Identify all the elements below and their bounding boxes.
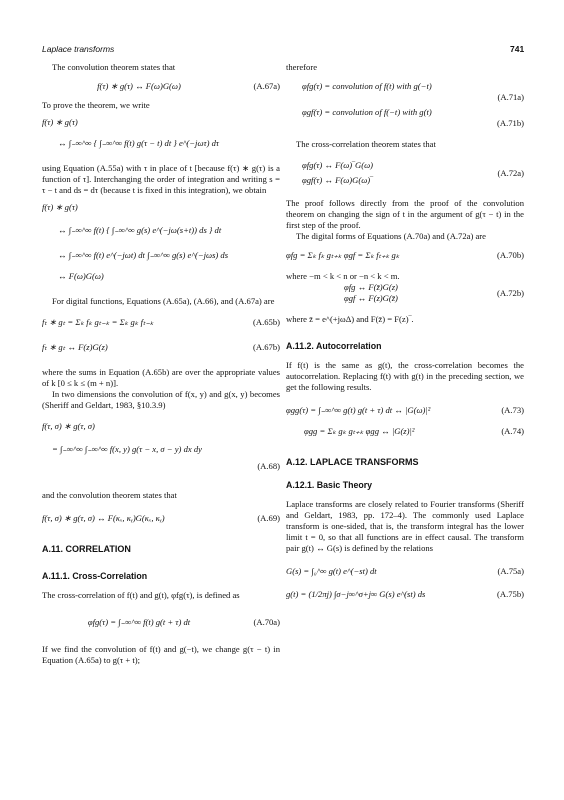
paragraph: The cross-correlation theorem states that (296, 139, 436, 149)
paragraph: In two dimensions the convolution of f(x, y) and g(x, y) becomes (Sheriff and Geldart, 1983, §10.3.9) (42, 389, 280, 410)
paragraph: If f(t) is the same as g(t), the cross-correlation becomes the autocorrelation. Replacing f(t) with g(t) in the preceding section, we get the following results. (286, 360, 524, 392)
equation: fₜ ∗ gₜ = Σₖ fₖ gₜ₋ₖ = Σₖ gₖ fₜ₋ₖ (A.65b) (42, 317, 280, 327)
equation: ↔ ∫₋∞^∞ f(t) e^(−jωt) dt ∫₋∞^∞ g(s) e^(−jωs) ds (58, 250, 229, 260)
paragraph: If we find the convolution of f(t) and g(−t), we change g(τ − t) in Equation (A.65a) to g(τ + t); (42, 644, 280, 665)
subsection-heading: A.11.2. Autocorrelation (286, 341, 382, 351)
equation-number: (A.68) (257, 461, 280, 471)
paragraph: therefore (286, 62, 318, 72)
paragraph: and the convolution theorem states that (42, 490, 177, 500)
left-column (42, 62, 280, 666)
paragraph: The digital forms of Equations (A.70a) and (A.72a) are (296, 231, 486, 241)
equation: φgg = Σₖ gₖ gₜ₊ₖ φgg ↔ |G(z)|² (A.74) (304, 426, 524, 436)
equation: φgf ↔ F(z)G(z̄) (344, 293, 398, 303)
paragraph: Laplace transforms are closely related to Fourier transforms (Sheriff and Geldart, 1983, pp. 172–4). The commonly used Laplace transform is one-sided, that is, the transform integral has the lower limit t = 0, so that all functions are in effect causal. The transform pair g(t) ↔ G(s) is defined by the relations (286, 499, 524, 553)
equation: f(τ, σ) ∗ g(τ, σ) (42, 421, 95, 431)
section-heading: A.11. CORRELATION (42, 544, 131, 554)
equation-number: (A.71b) (497, 118, 524, 128)
paragraph: where the sums in Equation (A.65b) are over the appropriate values of k [0 ≤ k ≤ (m + n)]. (42, 367, 280, 388)
equation-group (286, 282, 524, 304)
subsection-heading: A.11.1. Cross-Correlation (42, 571, 148, 581)
equation: g(t) = (1/2πj) ∫σ−j∞^σ+j∞ G(s) e^(st) ds (A.75b) (286, 589, 524, 599)
equation: f(τ) ∗ g(τ) (42, 202, 78, 212)
paragraph: The proof follows directly from the proof of the convolution theorem on changing the sign of t in the argument of g(τ − t) in the first step of the proof. (286, 198, 524, 230)
section-heading: A.12. LAPLACE TRANSFORMS (286, 457, 419, 467)
subsection-heading: A.12.1. Basic Theory (286, 480, 373, 490)
paragraph: The cross-correlation of f(t) and g(t), φfg(τ), is defined as (42, 590, 240, 600)
paragraph: The convolution theorem states that (52, 62, 176, 72)
equation: ↔ ∫₋∞^∞ { ∫₋∞^∞ f(t) g(τ − t) dt } e^(−jωτ) dτ (58, 138, 219, 148)
equation: fₜ ∗ gₜ ↔ F(z)G(z) (A.67b) (42, 342, 280, 352)
equation-number: (A.72b) (497, 287, 524, 298)
equation-number: (A.72a) (497, 167, 524, 178)
equation: φgg(τ) = ∫₋∞^∞ g(t) g(t + τ) dt ↔ |G(ω)|² (A.73) (286, 405, 524, 415)
paragraph: where −m < k < n or −n < k < m. (286, 271, 400, 281)
equation: φfg ↔ F(z̄)G(z) (344, 282, 398, 292)
equation-group (286, 160, 524, 186)
equation: f(τ, σ) ∗ g(τ, σ) ↔ F(κₓ, κᵧ)G(κₓ, κᵧ) (A.69) (42, 513, 280, 523)
equation-number: (A.71a) (497, 92, 524, 102)
equation: ↔ ∫₋∞^∞ f(t) { ∫₋∞^∞ g(s) e^(−jω(s+t)) ds } dt (58, 225, 222, 235)
equation: φfg = Σₖ fₖ gₜ₊ₖ φgf = Σₖ fₜ₊ₖ gₖ (A.70b) (286, 250, 524, 260)
running-header: Laplace transforms (42, 44, 115, 54)
right-column (286, 62, 524, 600)
paragraph: using Equation (A.55a) with τ in place of t [because f(τ) ∗ g(τ) is a function of τ]. Interchanging the order of integration and writing s = τ − t and ds = dτ (because t is fixed in this integration), we obtain (42, 163, 280, 195)
equation: f(τ) ∗ g(τ) (42, 117, 78, 127)
equation: f(τ) ∗ g(τ) ↔ F(ω)G(ω) (A.67a) (97, 81, 280, 91)
equation: = ∫₋∞^∞ ∫₋∞^∞ f(x, y) g(τ − x, σ − y) dx dy (52, 444, 202, 454)
equation: φgf(τ) = convolution of f(−t) with g(t) (302, 107, 432, 117)
equation: ↔ F(ω)G(ω) (58, 271, 104, 281)
page-number: 741 (510, 44, 525, 54)
paragraph: For digital functions, Equations (A.65a), (A.66), and (A.67a) are (52, 296, 275, 306)
equation: φfg(τ) = convolution of f(t) with g(−t) (302, 81, 432, 91)
paragraph: To prove the theorem, we write (42, 100, 150, 110)
paragraph: where z̄ = e^(+jωΔ) and F(z̄) = F(z)‾. (286, 314, 414, 324)
equation: φgf(τ) ↔ F(ω)G(ω)‾ (302, 175, 374, 185)
equation: G(s) = ∫₀^∞ g(t) e^(−st) dt (A.75a) (286, 566, 524, 576)
equation: φfg(τ) ↔ F(ω)‾G(ω) (302, 160, 374, 170)
equation: φfg(τ) = ∫₋∞^∞ f(t) g(t + τ) dt (A.70a) (87, 617, 280, 627)
